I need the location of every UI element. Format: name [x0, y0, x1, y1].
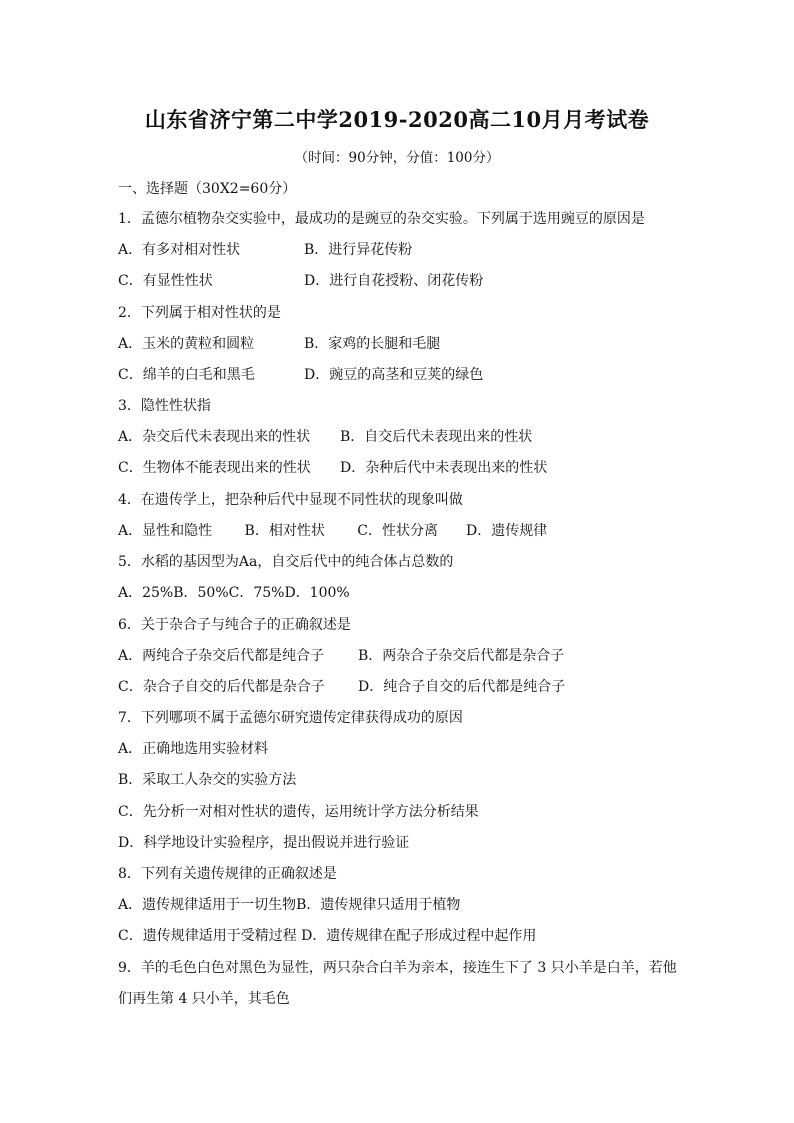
option-a: A．杂交后代未表现出来的性状: [118, 429, 311, 445]
options-line: A．遗传规律适用于一切生物B．遗传规律只适用于植物: [118, 897, 461, 913]
option-a: A．两纯合子杂交后代都是纯合子: [118, 648, 325, 664]
option-b: B．采取工人杂交的实验方法: [118, 772, 297, 788]
question-stem: 8．下列有关遗传规律的正确叙述是: [118, 866, 337, 882]
question-stem: 6．关于杂合子与纯合子的正确叙述是: [118, 617, 351, 633]
option-a: A．正确地选用实验材料: [118, 741, 269, 757]
options-line: A．显性和隐性 B．相对性状 C．性状分离 D．遗传规律: [118, 523, 548, 539]
option-a: A．玉米的黄粒和圆粒: [118, 336, 255, 352]
question-stem: 2．下列属于相对性状的是: [118, 305, 281, 321]
option-d: D．杂种后代中未表现出来的性状: [340, 460, 548, 476]
option-d: D．科学地设计实验程序，提出假说并进行验证: [118, 835, 410, 851]
question-stem: 7．下列哪项不属于孟德尔研究遗传定律获得成功的原因: [118, 710, 463, 726]
options-line: C．遗传规律适用于受精过程 D．遗传规律在配子形成过程中起作用: [118, 928, 537, 944]
question-stem: 9．羊的毛色白色对黑色为显性，两只杂合白羊为亲本，接连生下了 3 只小羊是白羊，若他: [118, 960, 677, 976]
option-b: B．两杂合子杂交后代都是杂合子: [358, 648, 565, 664]
question-stem: 1．孟德尔植物杂交实验中，最成功的是豌豆的杂交实验。下列属于选用豌豆的原因是: [118, 211, 645, 227]
question-stem: 5．水稻的基因型为Aa，自交后代中的纯合体占总数的: [118, 554, 454, 570]
exam-subtitle: （时间：90分钟，分值：100分）: [294, 150, 500, 166]
option-b: B．家鸡的长腿和毛腿: [304, 336, 441, 352]
option-c: C．生物体不能表现出来的性状: [118, 460, 311, 476]
options-line: A．25%B．50%C．75%D．100%: [118, 585, 350, 601]
exam-title: 山东省济宁第二中学2019-2020高二10月月考试卷: [144, 107, 650, 132]
question-stem: 4．在遗传学上，把杂种后代中显现不同性状的现象叫做: [118, 492, 463, 508]
section-heading: 一、选择题（30X2=60分）: [118, 181, 297, 197]
option-d: D．进行自花授粉、闭花传粉: [304, 273, 484, 289]
option-a: A．有多对相对性状: [118, 242, 241, 258]
option-b: B．自交后代未表现出来的性状: [340, 429, 533, 445]
option-c: C．有显性性状: [118, 273, 213, 289]
option-d: D．豌豆的高茎和豆荚的绿色: [304, 367, 484, 383]
option-d: D．纯合子自交的后代都是纯合子: [358, 679, 566, 695]
option-c: C．杂合子自交的后代都是杂合子: [118, 679, 325, 695]
option-c: C．绵羊的白毛和黑毛: [118, 367, 255, 383]
option-c: C．先分析一对相对性状的遗传，运用统计学方法分析结果: [118, 804, 479, 820]
question-stem-continuation: 们再生第 4 只小羊，其毛色: [118, 991, 290, 1007]
question-stem: 3．隐性性状指: [118, 398, 211, 414]
option-b: B．进行异花传粉: [304, 242, 413, 258]
